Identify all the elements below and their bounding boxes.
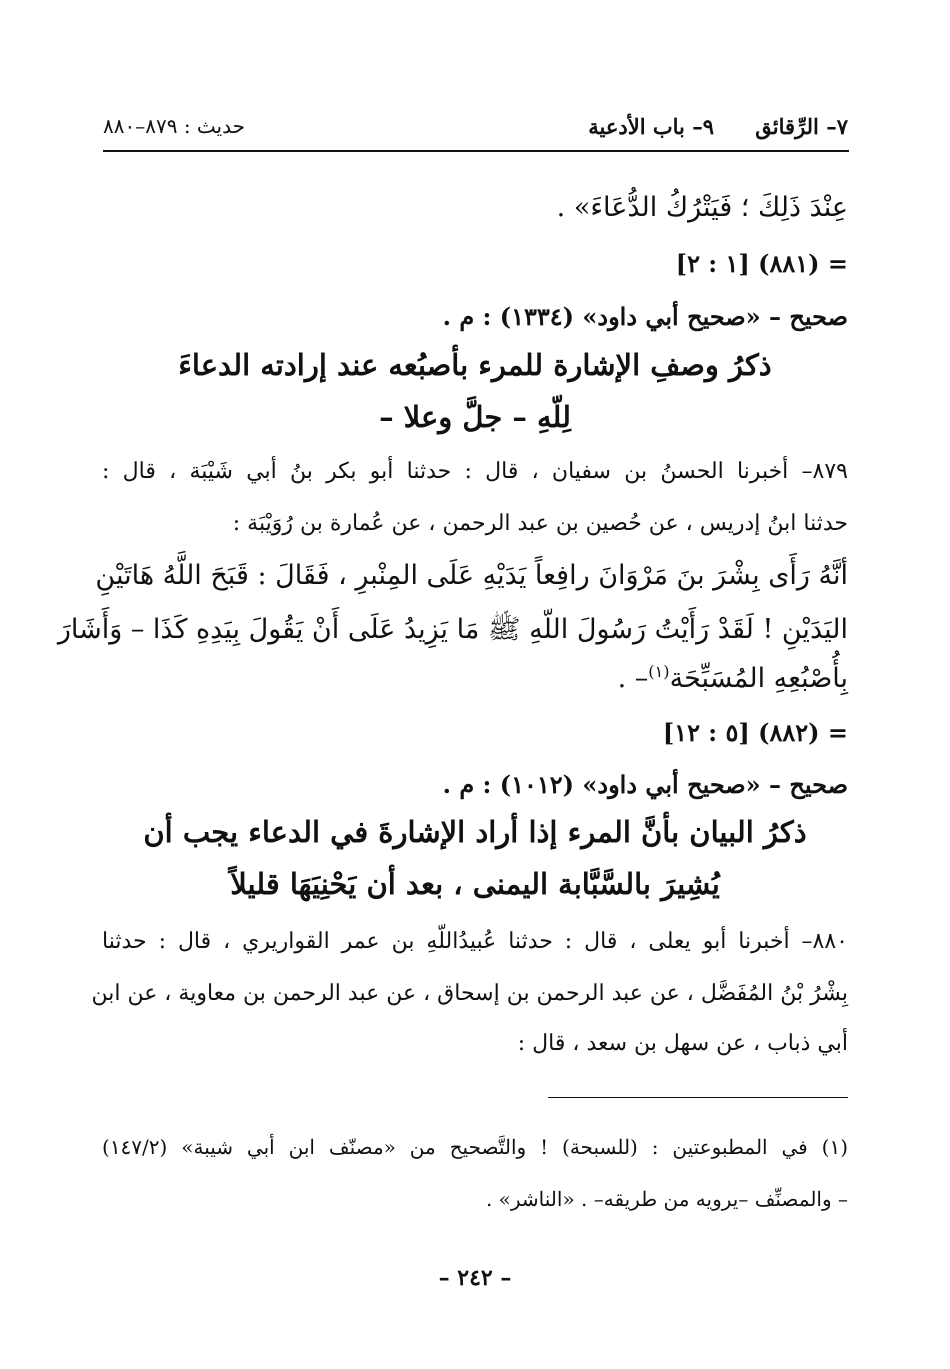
matn-text: بِأُصْبُعِهِ المُسَبِّحَة [669, 663, 848, 694]
footnote-text: (١) في المطبوعتين : (للسبحة) ! والتَّصحيح من «مصنّف ابن أبي شيبة» (١٤٧/٢) [102, 1135, 848, 1159]
footnote-rule [548, 1097, 848, 1098]
chapter-heading-cont: لِلّهِ – جلَّ وعلا – [379, 400, 571, 434]
grading-line: صحيح – «صحيح أبي داود» (١٣٣٤) : م . [442, 302, 848, 331]
isnad-line: أبي ذباب ، عن سهل بن سعد ، قال : [517, 1031, 848, 1056]
chapter-heading-cont: يُشِيرَ بالسَّبَّابة اليمنى ، بعد أن يَحْنِيَهَا قليلاً [230, 867, 720, 901]
running-header-chapter: ٧– الرِّقائق [755, 114, 848, 139]
cross-reference: = (٨٨١) [١ : ٢] [675, 249, 848, 278]
text-line: عِنْدَ ذَلِكَ ؛ فَيَتْرُكُ الدُّعَاءَ» . [556, 192, 848, 223]
footnote-text: – والمصنِّف –يرويه من طريقه– . «الناشر» . [485, 1187, 848, 1211]
chapter-heading: ذكرُ وصفِ الإشارة للمرء بأصبُعه عند إرادته الدعاءَ [178, 348, 772, 382]
matn-line [618, 662, 848, 694]
header-rule [103, 150, 849, 152]
matn-line: اليَدَيْنِ ! لَقَدْ رَأَيْتُ رَسُولَ اللّهِ ﷺ مَا يَزِيدُ عَلَى أَنْ يَقُولَ بِيَدِهِ كَذَا – وَأَشَارَ [57, 614, 848, 645]
grading-line: صحيح – «صحيح أبي داود» (١٠١٢) : م . [442, 770, 848, 799]
footnote-marker: (١) [648, 662, 670, 681]
running-header-section: ٩– باب الأدعية [588, 114, 714, 139]
running-header-hadith-range: حديث : ٨٧٩–٨٨٠ [103, 114, 245, 138]
isnad-line: بِشْرُ بْنُ المُفَضَّل ، عن عبد الرحمن بن إسحاق ، عن عبد الرحمن بن معاوية ، عن ابن [91, 981, 848, 1006]
isnad-line: ٨٨٠– أخبرنا أبو يعلى ، قال : حدثنا عُبيدُاللّهِ بن عمر القواريري ، قال : حدثنا [102, 929, 848, 954]
chapter-heading: ذكرُ البيان بأنَّ المرء إذا أراد الإشارةَ في الدعاء يجب أن [143, 815, 807, 849]
isnad-line: حدثنا ابنُ إدريس ، عن حُصين بن عبد الرحمن ، عن عُمارة بن رُوَيْبَة : [232, 511, 848, 536]
page-number: – ٢٤٢ – [438, 1265, 512, 1291]
isnad-line: ٨٧٩– أخبرنا الحسنُ بن سفيان ، قال : حدثنا أبو بكر بنُ أبي شَيْبَة ، قال : [102, 459, 848, 484]
cross-reference: = (٨٨٢) [٥ : ١٢] [662, 718, 848, 747]
matn-text-end: – . [617, 663, 649, 694]
matn-line: أنَّهُ رَأَى بِشْرَ بنَ مَرْوَانَ رافِعاً يَدَيْهِ عَلَى المِنْبرِ ، فَقَالَ : قَبَحَ اللَّهُ هَاتَيْنِ [95, 560, 848, 591]
